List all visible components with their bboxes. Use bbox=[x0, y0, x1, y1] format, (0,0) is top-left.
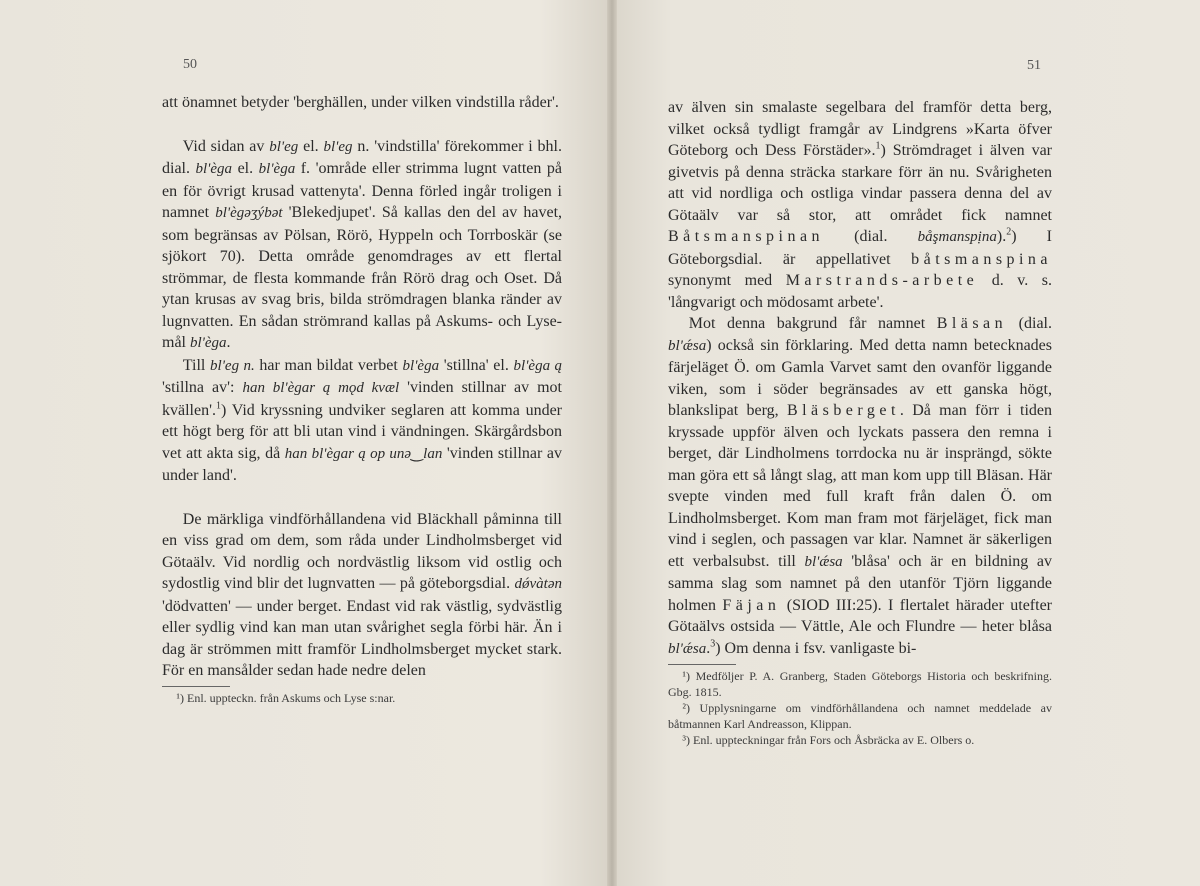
footnote-ref: 2 bbox=[1006, 226, 1012, 238]
paragraph: Mot denna bakgrund får namnet Bläsan (dial. bl'ǽsa) också sin förklaring. Med detta namn betecknades färjeläget Ö. om Gamla Varvet samt den ovanför liggande viken, som i söder begränsades av ett ganska högt, blankslipat berg, Bläsberget. Då man förr i tiden kryssade uppför älven och lyckats passera den remna i berget, där Lindholmens torrdocka nu är insprängd, sökte man göra ett så långt slag, att man kom upp till Bläsan. Här svepte vinden med full kraft från dalen Ö. om Lindholmsberget. Kom man fram mot färjeläget, fick man vind i seglen, och passagen var klar. Namnet är säkerligen ett verbalsubst. till bl'ǽsa 'blåsa' och är en bildning av samma slag som namnet på den utanför Tjörn liggande holmen Fäjan (SIOD III:25). I flertalet härader utefter Götaälvs ostsida — Vättle, Ale och Flundre — heter blåsa bl'ǽsa.$^3$) Om denna i fsv. vanligaste bi- bbox=[668, 315, 1052, 657]
phonetic-form: bl'èga bbox=[195, 161, 233, 177]
footnote: ³) Enl. uppteckningar från Fors och Åsbräcka av E. Olbers o. bbox=[682, 733, 975, 747]
spaced-name: Båtsmanspinan bbox=[668, 228, 825, 245]
paragraph: att önamnet betyder 'berghällen, under vilken vindstilla råder'. bbox=[162, 94, 559, 111]
spaced-name: Fäjan bbox=[722, 596, 781, 614]
phonetic-form: båşmanspịna bbox=[917, 229, 997, 245]
paragraph: De märkliga vindförhållandena vid Bläckhall påminna till en viss grad om dem, som råda under Lindholmsberget vid Götaälv. Vid nordlig och nordvästlig liksom vid ostlig och sydostlig vind blir det lugnvatten — på göteborgsdial. dǿvàtən 'dödvatten' — under berget. Endast vid rak västlig, sydvästlig eller sydlig vind kan man utan svårighet segla förbi här. Än i dag är strömmen mitt framför Lindholmsberget mycket stark. För en mansålder sedan hade nedre delen bbox=[162, 510, 562, 679]
right-page bbox=[617, 0, 1200, 886]
phonetic-form: bl'eg n. bbox=[210, 357, 255, 374]
page-number-left: 50 bbox=[183, 57, 197, 72]
footnotes-right bbox=[668, 668, 1052, 748]
footnote-ref: 1 bbox=[875, 140, 881, 152]
footnote-rule bbox=[162, 686, 230, 687]
spaced-name: båtsmanspina bbox=[911, 250, 1052, 268]
footnote: ¹) Enl. uppteckn. från Askums och Lyse s:nar. bbox=[176, 690, 396, 705]
footnote-ref: 3 bbox=[710, 638, 716, 650]
paragraph: av älven sin smalaste segelbara del framför detta berg, vilket också tydligt framgår av Lindgrens »Karta öfver Göteborg och Dess Förstäder».$^1$) Strömdraget i älven var givetvis på denna sträcka starkare förr än nu. Svårigheten att vid nordliga och ostliga vindar passera denna del av Götaälv var så stor, att området fick namnet Båtsmanspinan (dial. båşmanspịna).$^2$) I Göteborgsdial. är appellativet båtsmanspina synonymt med Marstrands-arbete d. v. s. 'långvarigt och mödosamt arbete'. bbox=[668, 99, 1053, 311]
footnote-ref: 1 bbox=[215, 400, 221, 412]
phonetic-form: han bl'ègar ą mǫd kvæl bbox=[242, 380, 400, 396]
phonetic-form: bl'ègəʒýbət bbox=[215, 205, 283, 221]
phonetic-form: bl'eg bbox=[323, 138, 353, 155]
phonetic-form: bl'ǽsa bbox=[804, 553, 843, 570]
paragraph: Till bl'eg n. har man bildat verbet bl'èga 'stillna' el. bl'èga ą 'stillna av': han bl'ègar ą mǫd kvæl 'vinden stillnar av mot kvällen'.$^1$) Vid kryssning undviker seglaren att komma under ett högt berg för att bli utan vind i vändningen. Skärgårdsbon vet att akta sig, då han bl'ègar ą op unə‿lan 'vinden stillnar av under land'. bbox=[162, 356, 563, 484]
phonetic-form: bl'èga ą bbox=[513, 357, 563, 374]
footnote: ²) Upplysningarne om vindförhållandena och namnet meddelade av båtmannen Karl Andreasson, Klippan. bbox=[668, 701, 1052, 731]
phonetic-form: bl'èga bbox=[190, 335, 227, 351]
footnotes-left bbox=[162, 690, 562, 706]
page-number-right: 51 bbox=[1027, 58, 1041, 73]
phonetic-form: bl'èga bbox=[402, 357, 440, 374]
spaced-name: Bläsberget bbox=[786, 402, 900, 419]
phonetic-form: bl'ǽsa bbox=[668, 337, 707, 354]
right-page-text bbox=[668, 97, 1052, 748]
left-page-text bbox=[162, 92, 562, 706]
book-gutter bbox=[607, 0, 617, 886]
phonetic-form: bl'èga bbox=[258, 161, 296, 177]
phonetic-form: dǿvàtən bbox=[514, 576, 562, 592]
spaced-name: Marstrands-arbete bbox=[785, 272, 979, 289]
phonetic-form: bl'ǽsa bbox=[668, 640, 707, 657]
phonetic-form: bl'eg bbox=[269, 138, 299, 155]
spaced-name: Bläsan bbox=[936, 315, 1008, 332]
footnote: ¹) Medföljer P. A. Granberg, Staden Göteborgs Historia och beskrifning. Gbg. 1815. bbox=[668, 669, 1052, 699]
footnote-rule bbox=[668, 664, 736, 665]
phonetic-form: han bl'ègar ą op unə‿lan bbox=[284, 445, 443, 462]
paragraph: Vid sidan av bl'eg el. bl'eg n. 'vindstilla' förekommer i bhl. dial. bl'èga el. bl'èga f. 'område eller strimma lugnt vatten på en för övrigt krusad vattenyta'. Denna förled ingår troligen i namnet bl'ègəʒýbət 'Blekedjupet'. Så kallas den del av havet, som begränsas av Pölsan, Rörö, Hyppeln och Torrboskär (se sjökort 70). Detta område genomdrages av ett flertal strömmar, de flesta kommande från Rörö drag och Oset. Då ytan krusas av svag bris, bilda strömdragen blanka ränder av lugnvatten. En sådan strömrand kallas på Askums- och Lyse-mål bl'èga. bbox=[162, 137, 563, 351]
